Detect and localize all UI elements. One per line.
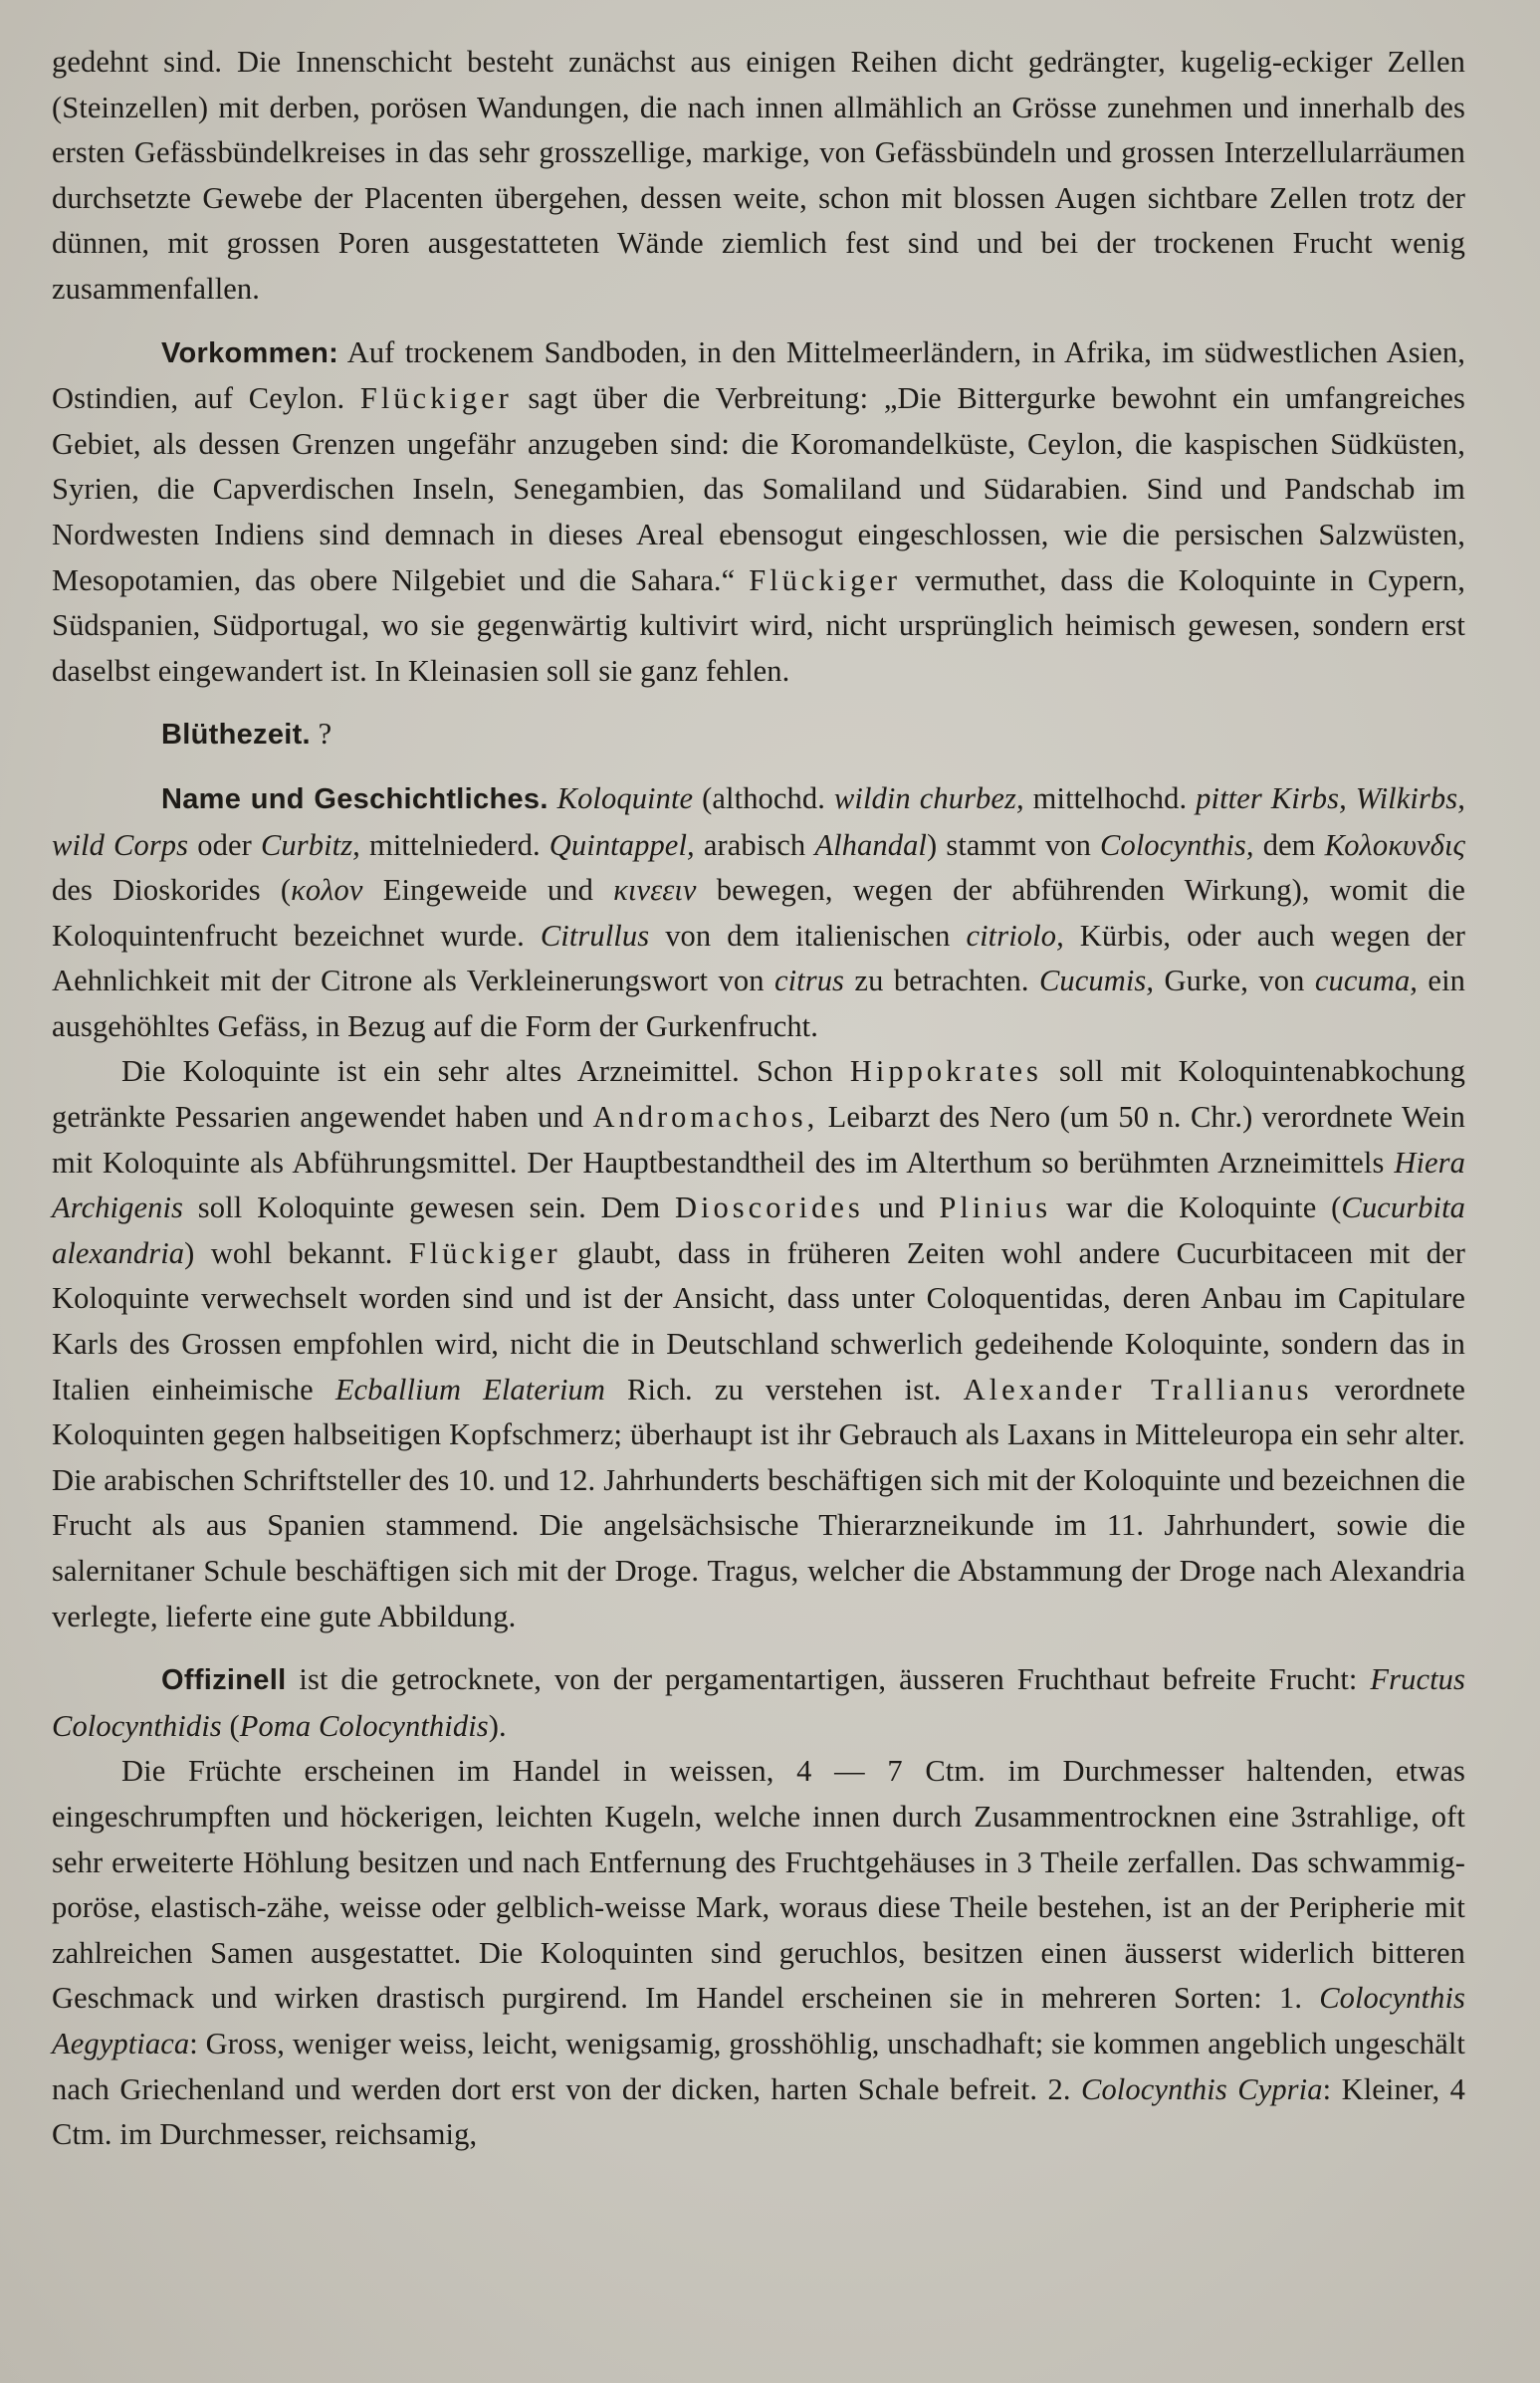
author-name: Flückiger: [359, 381, 513, 416]
heading-bluethezeit: Blüthezeit.: [161, 719, 311, 752]
author-name: Hippokrates: [849, 1054, 1042, 1089]
heading-name-geschichte: Name und Geschichtliches.: [161, 782, 549, 815]
author-name: Plinius: [939, 1191, 1052, 1225]
paragraph-fruit-anatomy: gedehnt sind. Die Innenschicht besteht zunächst aus einigen Reihen dicht gedrängter, kugelig-eckiger Zellen (Steinzellen) mit derben, porösen Wandungen, die nach innen allmählich an Grösse zunehmen und innerhalb des ersten Gefässbündelkreises in das sehr grosszellige, markige, von Gefässbündeln und grossen Interzellularräumen durchsetzte Gewebe der Placenten übergehen, dessen weite, schon mit blossen Augen sichtbare Zellen trotz der dünnen, mit grossen Poren ausgestatteten Wände ziemlich fest sind und bei der trockenen Frucht wenig zusammenfallen.: [52, 45, 1465, 306]
paragraph-history: Die Koloquinte ist ein sehr altes Arzneimittel. Schon Hippokrates soll mit Koloquintenabkochung getränkte Pessarien angewendet haben und Andromachos, Leibarzt des Nero (um 50 n. Chr.) verordnete Wein mit Koloquinte als Abführungsmittel. Der Hauptbestandtheil des im Alterthum so berühmten Arzneimittels Hiera Archigenis soll Koloquinte gewesen sein. Dem Dioscorides und Plinius war die Koloquinte (Cucurbita alexandria) wohl bekannt. Flückiger glaubt, dass in früheren Zeiten wohl andere Cucurbitaceen mit der Koloquinte verwechselt worden sind und ist der Ansicht, dass unter Coloquentidas, deren Anbau im Capitulare Karls des Grossen empfohlen wird, nicht die in Deutschland schwerlich gedeihende Koloquinte, sondern das in Italien einheimische Ecballium Elaterium Rich. zu verstehen ist. Alexander Trallianus verordnete Koloquinten gegen halbseitigen Kopfschmerz; überhaupt ist ihr Gebrauch als Laxans in Mitteleuropa ein sehr alter. Die arabischen Schriftsteller des 10. und 12. Jahrhunderts beschäftigen sich mit der Koloquinte und bezeichnen die Frucht als aus Spanien stammend. Die angelsächsische Thierarzneikunde im 11. Jahrhundert, sowie die salernitaner Schule beschäftigen sich mit der Droge. Tragus, welcher die Abstammung der Droge nach Alexandria verlegte, lieferte eine gute Abbildung.: [52, 1054, 1466, 1633]
author-name: Flückiger: [408, 1235, 561, 1270]
paragraph-name-geschichte: Name und Geschichtliches. Koloquinte (althochd. wildin churbez, mittelhochd. pitter Kirbs, Wilkirbs, wild Corps oder Curbitz, mittelniederd. Quintappel, arabisch Alhandal) stammt von Colocynthis, dem Κολοκυνδις des Dioskorides (κολον Eingeweide und κινεειν bewegen, wegen der abführenden Wirkung), womit die Koloquintenfrucht bezeichnet wurde. Citrullus von dem italienischen citriolo, Kürbis, oder auch wegen der Aehnlichkeit mit der Citrone als Verkleinerungswort von citrus zu betrachten. Cucumis, Gurke, von cucuma, ein ausgehöhltes Gefäss, in Bezug auf die Form der Gurkenfrucht.: [52, 780, 1466, 1043]
paragraph-trade-description: Die Früchte erscheinen im Handel in weissen, 4 — 7 Ctm. im Durchmesser haltenden, etwas eingeschrumpften und höckerigen, leichten Kugeln, welche innen durch Zusammentrocknen eine 3strahlige, oft sehr erweiterte Höhlung besitzen und nach Entfernung des Fruchtgehäuses in 3 Theile zerfallen. Das schwammig-poröse, elastisch-zähe, weisse oder gelblich-weisse Mark, woraus diese Theile bestehen, ist an der Peripherie mit zahlreichen Samen ausgestattet. Die Koloquinten sind geruchlos, besitzen einen äusserst widerlich bitteren Geschmack und wirken drastisch purgirend. Im Handel erscheinen sie in mehreren Sorten: 1. Colocynthis Aegyptiaca: Gross, weniger weiss, leicht, wenigsamig, grosshöhlig, unschadhaft; sie kommen angeblich ungeschält nach Griechenland und werden dort erst von der dicken, harten Schale befreit. 2. Colocynthis Cypria: Kleiner, 4 Ctm. im Durchmesser, reichsamig,: [52, 1754, 1466, 2152]
heading-offizinell: Offizinell: [161, 1664, 287, 1697]
author-name: Alexander Trallianus: [963, 1372, 1313, 1407]
author-name: Dioscorides: [675, 1191, 864, 1225]
author-name: Andromachos,: [592, 1100, 819, 1135]
paragraph-offizinell: Offizinell ist die getrocknete, von der pergamentartigen, äusseren Fruchthaut befreite Frucht: Fructus Colocynthidis (Poma Colocynthidis).: [52, 1662, 1465, 1743]
author-name: Flückiger: [749, 562, 902, 597]
paragraph-vorkommen: Vorkommen: Auf trockenem Sandboden, in den Mittelmeerländern, in Afrika, im südwestlichen Asien, Ostindien, auf Ceylon. Flückiger sagt über die Verbreitung: „Die Bittergurke bewohnt ein umfangreiches Gebiet, als dessen Grenzen ungefähr anzugeben sind: die Koromandelküste, Ceylon, die kaspischen Südküsten, Syrien, die Capverdischen Inseln, Senegambien, das Somaliland und Südarabien. Sind und Pandschab im Nordwesten Indiens sind demnach in dieses Areal ebensogut eingeschlossen, wie die persischen Salzwüsten, Mesopotamien, das obere Nilgebiet und die Sahara.“ Flückiger vermuthet, dass die Koloquinte in Cypern, Südspanien, Südportugal, wo sie gegenwärtig kultivirt wird, nicht ursprünglich heimisch gewesen, sondern erst daselbst eingewandert ist. In Kleinasien soll sie ganz fehlen.: [52, 334, 1466, 688]
heading-vorkommen: Vorkommen:: [161, 336, 339, 369]
page-body: [52, 40, 1465, 2158]
paragraph-bluethezeit: Blüthezeit. ?: [161, 717, 332, 752]
